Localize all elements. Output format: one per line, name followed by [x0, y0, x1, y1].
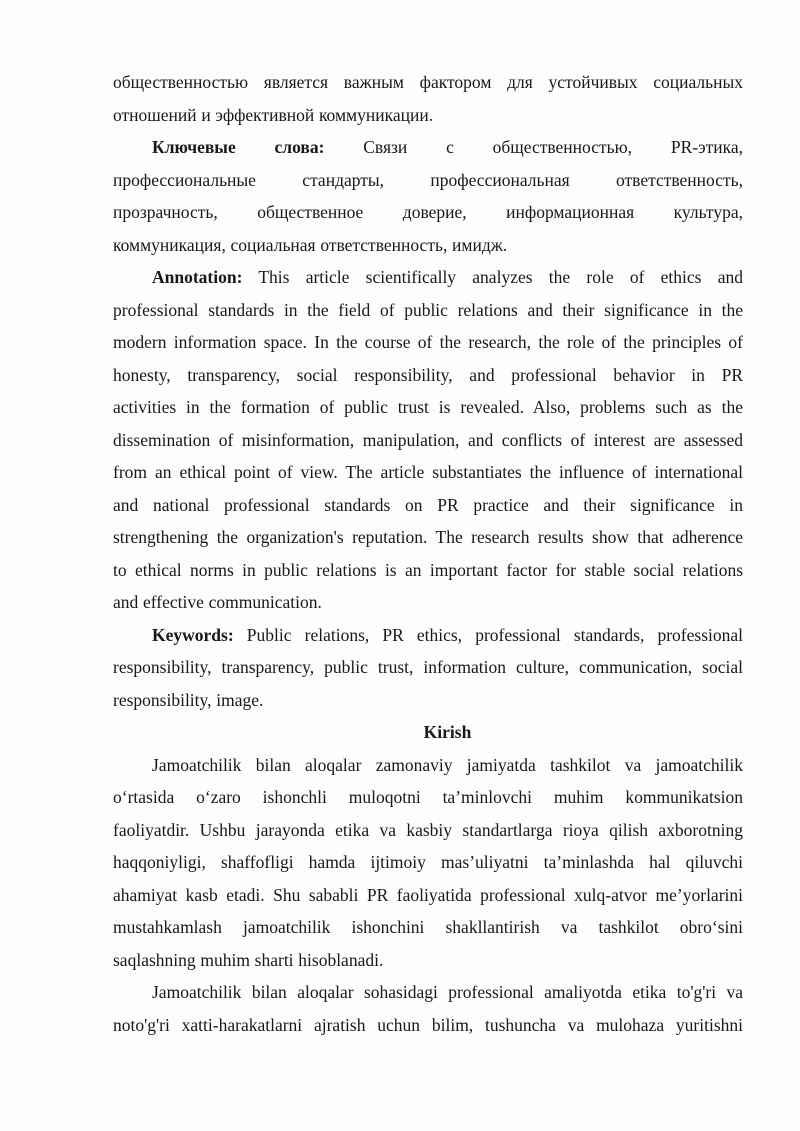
text-line: Ключевые слова: Связи с общественностью, PR-этика,	[152, 137, 743, 157]
text-line: activities in the formation of public trust is revealed. Also, problems such as the	[113, 397, 743, 417]
text-line: mustahkamlash jamoatchilik ishonchini shakllantirish va tashkilot obro‘sini	[113, 917, 743, 937]
paragraph-lead-label: Keywords:	[152, 624, 234, 645]
text-line: Jamoatchilik bilan aloqalar zamonaviy jamiyatda tashkilot va jamoatchilik	[152, 754, 743, 775]
paragraph-lead-label: Annotation:	[152, 267, 243, 287]
page-text-block	[113, 66, 743, 1041]
text-line: noto'g'ri xatti-harakatlarni ajratish uchun bilim, tushuncha va mulohaza yuritishni	[113, 1014, 743, 1035]
text-line: Keywords: Public relations, PR ethics, professional standards, professional	[152, 624, 743, 645]
text-line: прозрачность, общественное доверие, информационная культура,	[113, 202, 743, 222]
text-line: responsibility, transparency, public trust, information culture, communication, social	[113, 657, 743, 677]
text-line: professional standards in the field of public relations and their significance in the	[113, 299, 743, 320]
text-line: haqqoniyligi, shaffofligi hamda ijtimoiy mas’uliyatni ta’minlashda hal qiluvchi	[113, 852, 743, 872]
paragraph-intro-2	[113, 976, 743, 1041]
paragraph-intro-1	[113, 749, 743, 977]
text-line: Jamoatchilik bilan aloqalar sohasidagi professional amaliyotda etika to'g'ri va	[152, 982, 743, 1002]
text-line: responsibility, image.	[113, 689, 264, 710]
text-line: to ethical norms in public relations is an important factor for stable social relations	[113, 559, 743, 580]
paragraph-annotation-en	[113, 261, 743, 619]
text-line: коммуникация, социальная ответственность, имидж.	[113, 234, 508, 255]
paragraph-keywords-en	[113, 619, 743, 717]
paragraph-keywords-ru	[113, 131, 743, 261]
text-line: honesty, transparency, social responsibility, and professional behavior in PR	[113, 364, 743, 385]
text-line: saqlashning muhim sharti hisoblanadi.	[113, 949, 384, 970]
text-line: faoliyatdir. Ushbu jarayonda etika va kasbiy standartlarga rioya qilish axborotning	[113, 819, 743, 840]
paragraph-abstract-ru-continuation	[113, 66, 743, 131]
text-line: dissemination of misinformation, manipulation, and conflicts of interest are assessed	[113, 429, 743, 450]
section-heading-kirish: Kirish	[423, 722, 472, 742]
text-line: modern information space. In the course of the research, the role of the principles of	[113, 332, 743, 352]
text-line: from an ethical point of view. The article substantiates the influence of international	[113, 462, 743, 482]
text-line: отношений и эффективной коммуникации.	[113, 104, 434, 125]
paragraph-lead-label: Ключевые слова:	[152, 137, 325, 157]
text-line: профессиональные стандарты, профессиональная ответственность,	[113, 169, 743, 190]
text-line: strengthening the organization's reputation. The research results show that adherence	[113, 527, 743, 547]
text-line: ahamiyat kasb etadi. Shu sababli PR faoliyatida professional xulq-atvor me’yorlarini	[113, 884, 743, 905]
text-line: Annotation: This article scientifically analyzes the role of ethics and	[152, 267, 743, 287]
text-line: общественностью является важным фактором для устойчивых социальных	[113, 72, 743, 92]
text-line: and effective communication.	[113, 592, 322, 612]
text-line: and national professional standards on PR practice and their significance in	[113, 494, 743, 515]
text-line: o‘rtasida o‘zaro ishonchli muloqotni ta’minlovchi muhim kommunikatsion	[113, 787, 743, 807]
